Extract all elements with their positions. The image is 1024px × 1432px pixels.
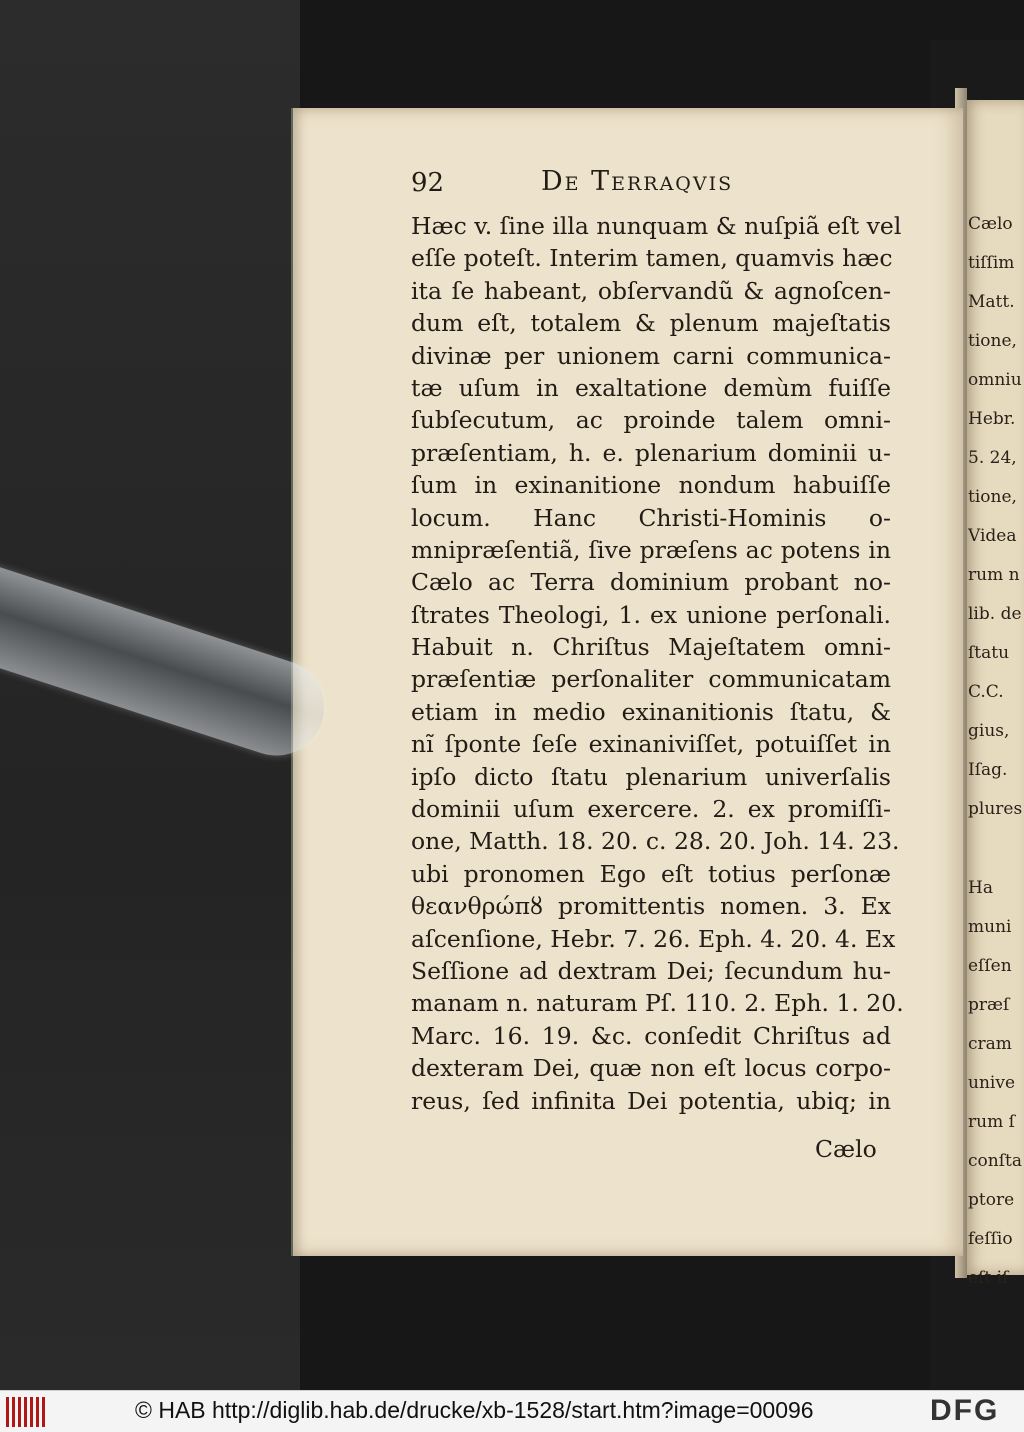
facing-text-line: Videa xyxy=(968,526,1017,546)
facing-text-line: 5. 24, xyxy=(968,448,1017,468)
facing-text-line: omniu xyxy=(968,370,1022,390)
text-line: divinæ per unionem carni communica- xyxy=(411,341,891,370)
text-line: manam n. naturam Pſ. 110. 2. Eph. 1. 20. xyxy=(411,989,904,1018)
facing-text-line: C.C. xyxy=(968,682,1004,702)
text-line: tæ uſum in exaltatione demùm fuiſſe xyxy=(411,373,891,402)
facing-text-line: Ha xyxy=(968,878,993,898)
facing-text-line: plures xyxy=(968,799,1023,819)
text-line: θεανθρώπȣ promittentis nomen. 3. Ex xyxy=(411,892,891,921)
text-line: præſentiæ perſonaliter communicatam xyxy=(411,665,891,694)
text-line: ſubſecutum, ac proinde talem omni- xyxy=(411,406,891,435)
catchword: Cælo xyxy=(815,1135,877,1163)
page-header xyxy=(411,164,881,204)
facing-text-line: tione, xyxy=(968,487,1017,507)
footer-bar xyxy=(0,1390,1024,1432)
facing-text-line: muni xyxy=(968,917,1012,937)
text-line: nĩ ſponte ſeſe exinaniviſſet, potuiſſet in xyxy=(411,730,891,759)
facing-page-text xyxy=(968,205,1024,1298)
text-line: dum eſt, totalem & plenum majeſtatis xyxy=(411,309,891,338)
facing-text-line: gius, xyxy=(968,721,1010,741)
running-head: De Terraqvis xyxy=(541,166,734,197)
text-line: Marc. 16. 19. &c. conſedit Chriſtus ad xyxy=(411,1021,891,1050)
text-line: aſcenſione, Hebr. 7. 26. Eph. 4. 20. 4. Ex xyxy=(411,924,896,953)
facing-text-line: Hebr. xyxy=(968,409,1016,429)
text-line: mnipræſentiã, ſive præſens ac potens in xyxy=(411,535,891,564)
facing-text-line: tiſſim xyxy=(968,253,1015,273)
text-line: ſum in exinanitione nondum habuiſſe xyxy=(411,471,891,500)
facing-text-line: rum ſ xyxy=(968,1112,1015,1132)
text-line: præſentiam, h. e. plenarium dominii u- xyxy=(411,438,891,467)
facing-text-line: feſſio xyxy=(968,1229,1013,1249)
facing-text-line: conſta xyxy=(968,1151,1022,1171)
text-line: dexteram Dei, quæ non eſt locus corpo- xyxy=(411,1054,891,1083)
text-line: Hæc v. ſine illa nunquam & nuſpiã eſt vel xyxy=(411,212,902,240)
text-line: Cælo ac Terra dominium probant no- xyxy=(411,568,891,597)
text-line: ſtrates Theologi, 1. ex unione perſonali. xyxy=(411,600,891,629)
text-line: ita ſe habeant, obſervandũ & agnoſcen- xyxy=(411,276,891,305)
facing-text-line: tione, xyxy=(968,331,1017,351)
hab-logo-icon xyxy=(6,1397,48,1427)
text-line: ubi pronomen Ego eſt totius perſonæ xyxy=(411,859,891,888)
facing-text-line: præſ xyxy=(968,995,1010,1015)
footer-credit: © HAB http://diglib.hab.de/drucke/xb-1528/start.htm?image=00096 xyxy=(135,1397,814,1423)
facing-text-line: cram xyxy=(968,1034,1012,1054)
facing-text-line: rum n xyxy=(968,565,1020,585)
text-line: eſſe poteſt. Interim tamen, quamvis hæc xyxy=(411,244,893,273)
facing-text-line: ſtatu xyxy=(968,643,1010,663)
facing-text-line: unive xyxy=(968,1073,1015,1093)
text-line: locum. Hanc Christi-Hominis o- xyxy=(411,503,891,532)
text-line: Seſſione ad dextram Dei; ſecundum hu- xyxy=(411,956,891,985)
facing-text-line: Matt. xyxy=(968,292,1015,312)
page-number: 92 xyxy=(411,168,445,198)
body-text xyxy=(411,210,904,1117)
dfg-logo: DFG xyxy=(930,1394,1000,1427)
facing-text-line: Cælo xyxy=(968,214,1013,234)
text-line: Habuit n. Chriſtus Majeſtatem omni- xyxy=(411,633,891,662)
text-line: etiam in medio exinanitionis ſtatu, & xyxy=(411,697,891,726)
facing-text-line: lib. de xyxy=(968,604,1022,624)
facing-text-line xyxy=(968,829,1024,869)
text-line: ipſo dicto ſtatu plenarium univerſalis xyxy=(411,762,891,791)
facing-text-line: Iſag. xyxy=(968,760,1008,780)
facing-text-line: eſt iſ xyxy=(968,1268,1009,1288)
text-line: reus, ſed infinita Dei potentia, ubiq; in xyxy=(411,1086,891,1115)
facing-text-line: eſſen xyxy=(968,956,1012,976)
facing-text-line: ptore xyxy=(968,1190,1015,1210)
text-line: one, Matth. 18. 20. c. 28. 20. Joh. 14. 23. xyxy=(411,827,900,856)
text-line: dominii uſum exercere. 2. ex promiſſi- xyxy=(411,795,891,824)
